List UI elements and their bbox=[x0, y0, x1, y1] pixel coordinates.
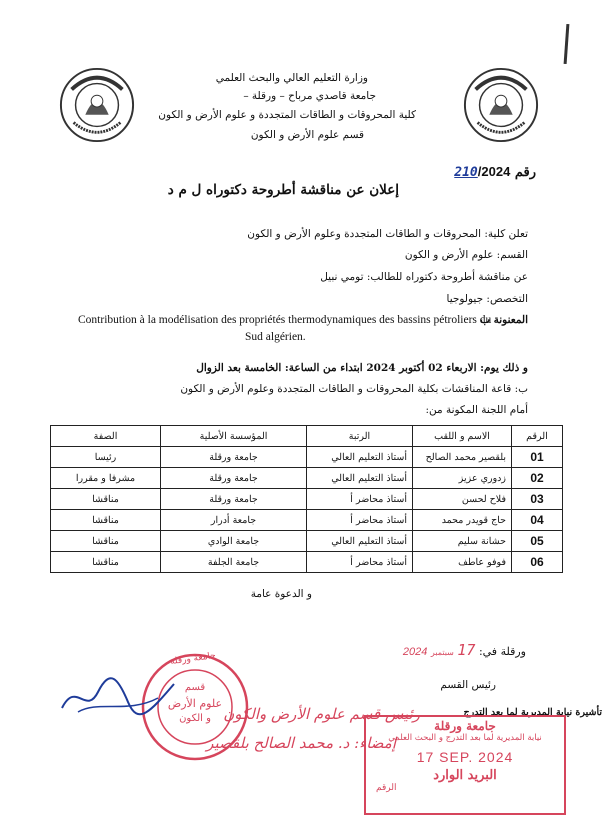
defense-place-line: ب: قاعة المناقشات بكلية المحروقات و الطاقات المتجددة وعلوم الأرض و الكون bbox=[180, 383, 528, 395]
head-of-department-label: رئيس القسم bbox=[440, 679, 496, 691]
row-rank: أستاذ محاضر أ bbox=[307, 552, 413, 573]
incoming-mail-stamp bbox=[364, 715, 566, 815]
table-header-row bbox=[51, 426, 563, 447]
mail-stamp-incoming: البريد الوارد bbox=[433, 768, 497, 783]
row-name: بلقصير محمد الصالح bbox=[413, 447, 512, 468]
date-year: 2024 bbox=[402, 646, 428, 658]
reference-label: رقم bbox=[514, 165, 536, 180]
row-number: 03 bbox=[512, 489, 563, 510]
committee-table bbox=[50, 425, 563, 573]
body-student-line: عن مناقشة أطروحة دكتوراه للطالب: تومي نبيل bbox=[320, 271, 528, 283]
mail-stamp-office: نيابة المديرية لما بعد التدرج و البحث العلمي bbox=[388, 733, 542, 743]
row-role: مشرفا و مقررا bbox=[51, 468, 161, 489]
signature-name-stamp-line: إمضاء: د. محمد الصالح بلقصير bbox=[206, 734, 396, 752]
handwritten-day: 17 bbox=[457, 641, 476, 659]
row-number: 04 bbox=[512, 510, 563, 531]
row-number: 06 bbox=[512, 552, 563, 573]
table-row bbox=[51, 447, 563, 468]
body-specialty-line: التخصص: جيولوجيا bbox=[446, 293, 528, 305]
body-faculty-line: تعلن كلية: المحروقات و الطاقات المتجددة وعلوم الأرض و الكون bbox=[247, 228, 528, 240]
date-month: سبتمبر bbox=[430, 648, 454, 657]
row-name: فلاح لحسن bbox=[413, 489, 512, 510]
table-row bbox=[51, 531, 563, 552]
mail-stamp-date: 17 SEP. 2024 bbox=[416, 749, 514, 765]
body-department-line: القسم: علوم الأرض و الكون bbox=[404, 249, 528, 261]
row-name: فوفو عاطف bbox=[413, 552, 512, 573]
header-institution: المؤسسة الأصلية bbox=[161, 426, 307, 447]
row-rank: أستاذ التعليم العالي bbox=[307, 468, 413, 489]
public-invitation: و الدعوة عامة bbox=[250, 588, 312, 600]
row-role: مناقشا bbox=[51, 489, 161, 510]
reference-handwritten-number: 210 bbox=[454, 165, 478, 180]
committee-intro: أمام اللجنة المكونة من: bbox=[425, 404, 528, 416]
row-role: رئيسا bbox=[51, 447, 161, 468]
mail-stamp-university: جامعة ورقلة bbox=[434, 719, 496, 733]
table-row bbox=[51, 510, 563, 531]
stamp-center-line-2: علوم الأرض bbox=[167, 697, 223, 710]
table-row bbox=[51, 552, 563, 573]
signature-scribble-icon bbox=[58, 672, 178, 718]
row-rank: أستاذ التعليم العالي bbox=[307, 531, 413, 552]
thesis-title-line-1: Contribution à la modélisation des propriétés thermodynamiques des bassins pétroliers du bbox=[78, 314, 492, 326]
university-logo-left bbox=[58, 66, 136, 148]
row-rank: أستاذ التعليم العالي bbox=[307, 447, 413, 468]
row-role: مناقشا bbox=[51, 510, 161, 531]
header-rank: الرتبة bbox=[307, 426, 413, 447]
announcement-title: إعلان عن مناقشة أطروحة دكتوراه ل م د bbox=[167, 182, 399, 198]
thesis-title-line-2: Sud algérien. bbox=[245, 331, 306, 343]
row-institution: جامعة ورقلة bbox=[161, 489, 307, 510]
university-name: جامعة قاصدي مرباح – ورقلة – bbox=[243, 90, 376, 102]
row-role: مناقشا bbox=[51, 531, 161, 552]
row-institution: جامعة ورقلة bbox=[161, 447, 307, 468]
department-name: قسم علوم الأرض و الكون bbox=[250, 129, 364, 141]
place-and-date bbox=[403, 641, 526, 659]
thesis-label: المعنونة ب bbox=[480, 314, 528, 326]
signature-department-stamp-line: رئيس قسم علوم الأرض والكون bbox=[223, 705, 420, 723]
stamp-center-line-3: و الكون bbox=[179, 713, 211, 724]
row-name: حشانة سليم bbox=[413, 531, 512, 552]
header-number: الرقم bbox=[512, 426, 563, 447]
row-number: 01 bbox=[512, 447, 563, 468]
row-institution: جامعة الجلفة bbox=[161, 552, 307, 573]
mail-stamp-number-label: الرقم bbox=[376, 783, 397, 793]
margin-pen-mark bbox=[564, 24, 570, 64]
row-rank: أستاذ محاضر أ bbox=[307, 489, 413, 510]
row-number: 05 bbox=[512, 531, 563, 552]
table-row bbox=[51, 468, 563, 489]
header-role: الصفة bbox=[51, 426, 161, 447]
row-institution: جامعة أدرار bbox=[161, 510, 307, 531]
table-row bbox=[51, 489, 563, 510]
row-institution: جامعة ورقلة bbox=[161, 468, 307, 489]
header-name: الاسم و اللقب bbox=[413, 426, 512, 447]
row-number: 02 bbox=[512, 468, 563, 489]
university-logo-right bbox=[462, 66, 540, 148]
ministry-name: وزارة التعليم العالي والبحث العلمي bbox=[215, 72, 368, 84]
reference-number bbox=[454, 164, 536, 180]
reference-year: /2024 bbox=[477, 164, 511, 179]
stamp-center-line-1: قسم bbox=[184, 682, 206, 693]
faculty-name: كلية المحروقات و الطاقات المتجددة و علوم الأرض و الكون bbox=[158, 109, 416, 121]
place-date-label: ورقلة في: bbox=[478, 645, 526, 658]
row-name: زدوري عزيز bbox=[413, 468, 512, 489]
row-rank: أستاذ محاضر أ bbox=[307, 510, 413, 531]
row-name: حاج قويدر محمد bbox=[413, 510, 512, 531]
stamp-ring-text: جامعة ورقلة bbox=[169, 650, 217, 668]
committee-table-wrapper bbox=[50, 425, 563, 573]
row-role: مناقشا bbox=[51, 552, 161, 573]
vice-dean-visa-label: تأشيرة نيابة المديرية لما بعد التدرج bbox=[463, 707, 602, 718]
row-institution: جامعة الوادي bbox=[161, 531, 307, 552]
defense-date-line: و ذلك يوم: الاربعاء 02 أكتوبر 2024 ابتداء من الساعة: الخامسة بعد الزوال bbox=[196, 362, 528, 374]
